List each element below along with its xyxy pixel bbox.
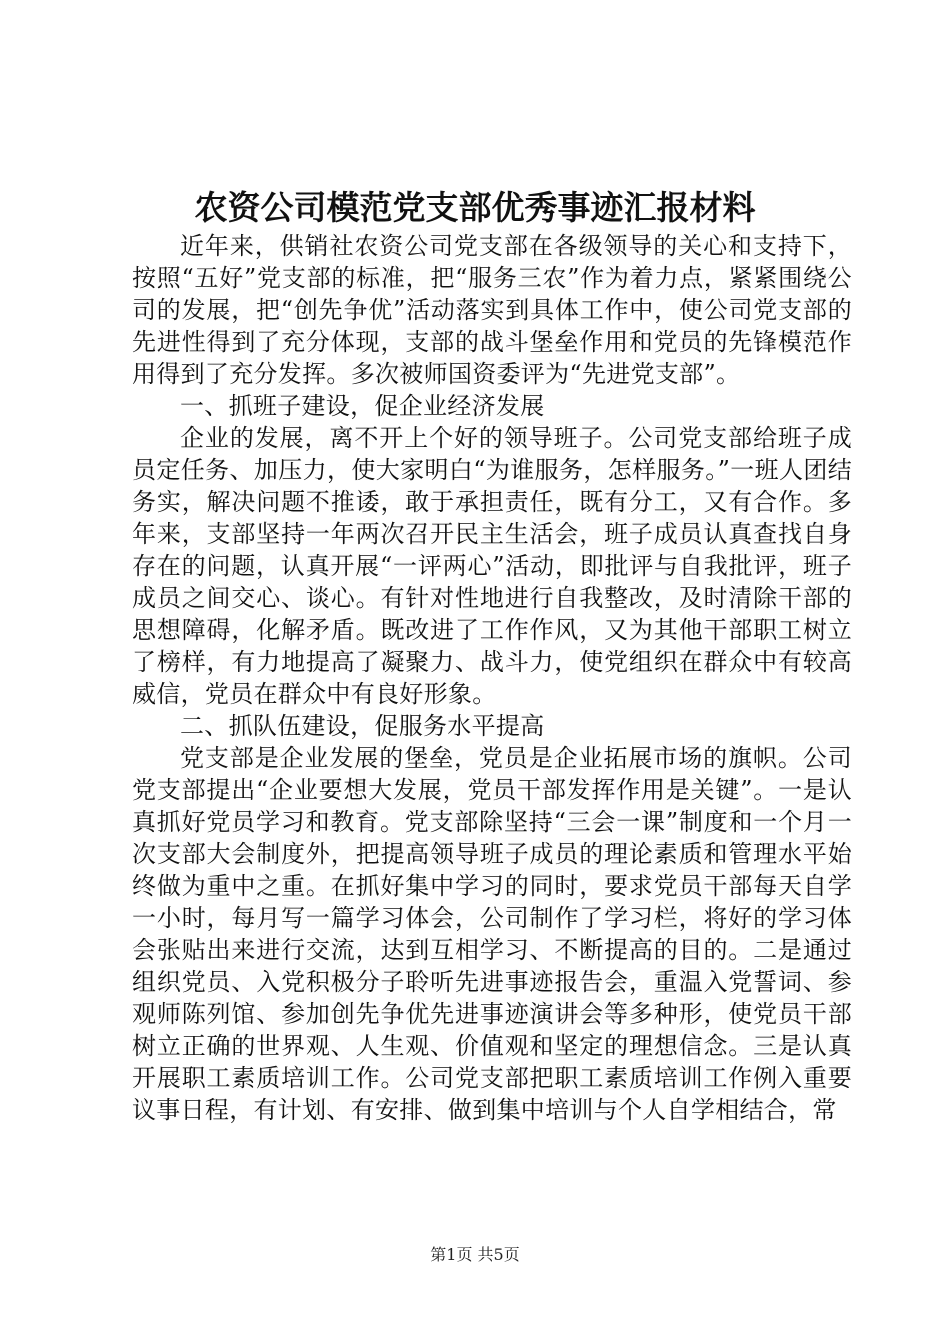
section-heading-1: 一、抓班子建设，促企业经济发展 <box>180 392 545 420</box>
page-footer: 第1页 共5页 <box>430 1245 520 1264</box>
section-heading-2: 二、抓队伍建设，促服务水平提高 <box>180 712 545 740</box>
section-2-paragraph: 党支部是企业发展的堡垒，党员是企业拓展市场的旗帜。公司党支部提出“企业要想大发展，党员干部发挥作用是关键”。一是认真抓好党员学习和教育。党支部除坚持“三会一课”制度和一个月一次支部大会制度外，把提高领导班子成员的理论素质和管理水平始终做为重中之重。在抓好集中学习的同时，要求党员干部每天自学一小时，每月写一篇学习体会，公司制作了学习栏，将好的学习体会张贴出来进行交流，达到互相学习、不断提高的目的。二是通过组织党员、入党积极分子聆听先进事迹报告会，重温入党誓词、参观师陈列馆、参加创先争优先进事迹演讲会等多种形，使党员干部树立正确的世界观、人生观、价值观和坚定的理想信念。三是认真开展职工素质培训工作。公司党支部把职工素质培训工作例入重要议事日程，有计划、有安排、做到集中培训与个人自学相结合，常 <box>132 744 852 1124</box>
document-title: 农资公司模范党支部优秀事迹汇报材料 <box>194 188 756 227</box>
intro-paragraph: 近年来，供销社农资公司党支部在各级领导的关心和支持下，按照“五好”党支部的标准，把“服务三农”作为着力点，紧紧围绕公司的发展，把“创先争优”活动落实到具体工作中，使公司党支部的先进性得到了充分体现，支部的战斗堡垒作用和党员的先锋模范作用得到了充分发挥。多次被师国资委评为“先进党支部”。 <box>132 232 852 388</box>
document-body <box>132 230 852 1126</box>
section-1-paragraph: 企业的发展，离不开上个好的领导班子。公司党支部给班子成员定任务、加压力，使大家明白“为谁服务，怎样服务。”一班人团结务实，解决问题不推诿，敢于承担责任，既有分工，又有合作。多年来，支部坚持一年两次召开民主生活会，班子成员认真查找自身存在的问题，认真开展“一评两心”活动，即批评与自我批评，班子成员之间交心、谈心。有针对性地进行自我整改，及时清除干部的思想障碍，化解矛盾。既改进了工作作风，又为其他干部职工树立了榜样，有力地提高了凝聚力、战斗力，使党组织在群众中有较高威信，党员在群众中有良好形象。 <box>132 424 852 708</box>
